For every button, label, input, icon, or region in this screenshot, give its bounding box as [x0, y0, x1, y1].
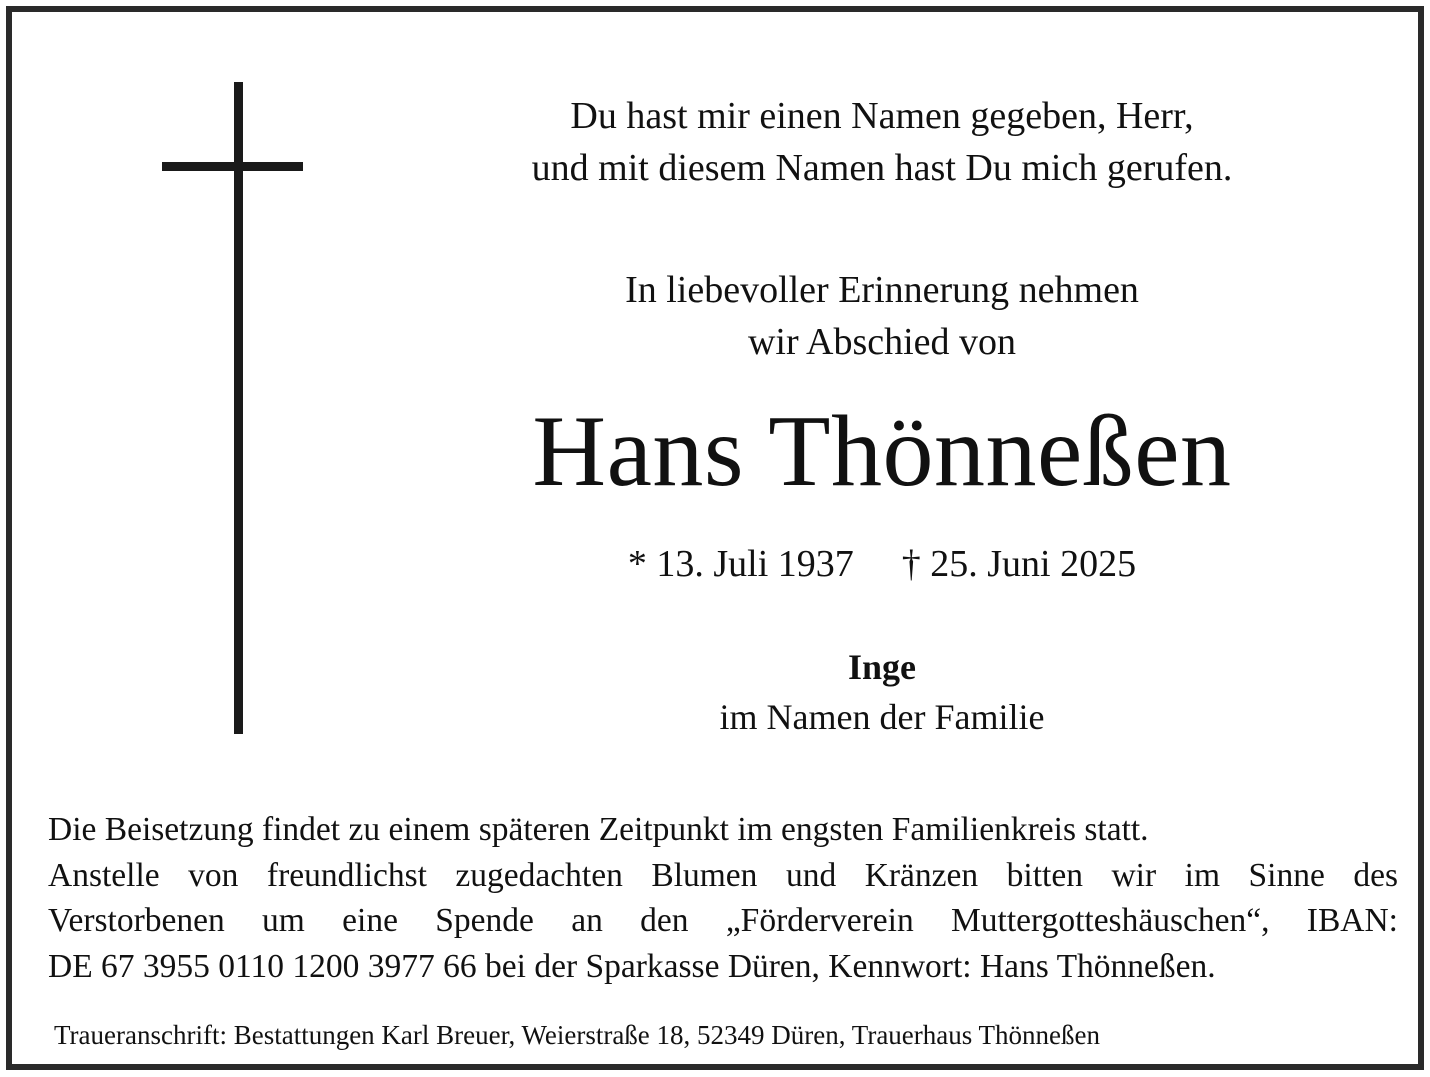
- signature-block: [432, 642, 1332, 742]
- deceased-name: Hans Thönneßen: [532, 395, 1232, 508]
- mourning-address: Traueranschrift: Bestattungen Karl Breuer, Weierstraße 18, 52349 Düren, Trauerhaus Thönneßen: [54, 1020, 1100, 1050]
- cross-icon-horizontal-bar: [162, 162, 303, 171]
- signer-name: Inge: [847, 647, 916, 687]
- cross-icon-vertical-bar: [234, 82, 243, 734]
- verse-line-1: Du hast mir einen Namen gegeben, Herr,: [570, 95, 1194, 137]
- signer-role: im Namen der Familie: [719, 697, 1045, 737]
- intro-line-2: wir Abschied von: [747, 321, 1017, 363]
- notice-line: Verstorbenen um eine Spende an den „Förderverein Muttergotteshäuschen“, IBAN:: [48, 902, 1398, 939]
- notice-line: Die Beisetzung findet zu einem späteren Zeitpunkt im engsten Familienkreis statt.: [48, 811, 1149, 848]
- bible-verse: [432, 90, 1332, 194]
- verse-line-2: und mit diesem Namen hast Du mich gerufen.: [531, 147, 1233, 189]
- funeral-notice: [48, 807, 1398, 989]
- birth-date: * 13. Juli 1937: [627, 543, 854, 585]
- death-date: † 25. Juni 2025: [901, 543, 1137, 585]
- farewell-intro: [432, 264, 1332, 368]
- notice-line: DE 67 3955 0110 1200 3977 66 bei der Sparkasse Düren, Kennwort: Hans Thönneßen.: [48, 947, 1216, 985]
- notice-line: Anstelle von freundlichst zugedachten Blumen und Kränzen bitten wir im Sinne des: [48, 856, 1398, 894]
- intro-line-1: In liebevoller Erinnerung nehmen: [625, 269, 1139, 311]
- life-dates: [432, 540, 1332, 588]
- obituary-frame: [6, 6, 1424, 1070]
